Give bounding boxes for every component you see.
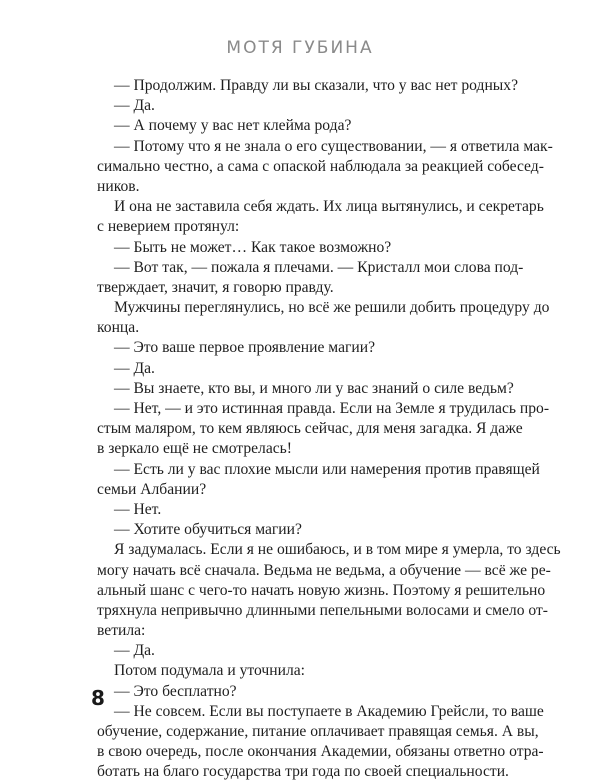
text-line: в свою очередь, после окончания Академии, обязаны ответно отра-: [97, 743, 544, 761]
text-line: И она не заставила себя ждать. Их лица вытянулись, и секретарь: [114, 198, 544, 216]
text-line: стым маляром, то кем являюсь сейчас, для меня загадка. Я даже: [97, 420, 523, 438]
body-text: [97, 76, 561, 783]
text-line: — Вы знаете, кто вы, и много ли у вас знаний о силе ведьм?: [114, 379, 514, 397]
page-number: 8: [91, 686, 105, 710]
text-line: — Нет.: [114, 500, 162, 518]
text-line: — Потому что я не знала о его существовании, — я ответила мак-: [114, 137, 553, 155]
text-line: — Хотите обучиться магии?: [114, 521, 302, 539]
text-line: — Вот так, — пожала я плечами. — Кристалл мои слова под-: [114, 258, 524, 276]
text-line: — Быть не может… Как такое возможно?: [114, 238, 392, 256]
text-line: обучение, содержание, питание оплачивает правящая семья. А вы,: [97, 723, 539, 740]
text-line: — Да.: [114, 642, 155, 660]
text-line: ветила:: [97, 622, 146, 640]
text-line: альный шанс с чего-то начать новую жизнь. Поэтому я решительно: [97, 581, 546, 599]
text-line: — Нет, — и это истинная правда. Если на Земле я трудилась про-: [114, 400, 550, 417]
text-line: конца.: [97, 319, 140, 337]
text-line: могу начать всё сначала. Ведьма не ведьма, а обучение — всё же ре-: [97, 561, 551, 579]
text-line: семьи Албании?: [97, 480, 207, 498]
text-line: симально честно, а сама с опаской наблюдала за реакцией собесед-: [97, 157, 544, 175]
text-line: — Да.: [114, 359, 155, 377]
text-line: — Не совсем. Если вы поступаете в Академию Грейсли, то ваше: [114, 702, 544, 720]
text-line: в зеркало ещё не смотрелась!: [97, 440, 292, 458]
text-line: тверждает, значит, я говорю правду.: [97, 278, 334, 296]
text-line: — Продолжим. Правду ли вы сказали, что у вас нет родных?: [114, 77, 518, 94]
text-line: Я задумалась. Если я не ошибаюсь, и в том мире я умерла, то здесь: [114, 541, 561, 559]
text-line: — А почему у вас нет клейма рода?: [114, 117, 352, 135]
text-line: Мужчины переглянулись, но всё же решили добить процедуру до: [114, 299, 550, 317]
text-line: — Есть ли у вас плохие мысли или намерения против правящей: [114, 460, 540, 478]
text-line: тряхнула непривычно длинными пепельными волосами и смело от-: [97, 601, 548, 619]
text-line: с неверием протянул:: [97, 218, 240, 236]
text-line: ботать на благо государства три года по своей специальности.: [97, 763, 509, 781]
text-line: ников.: [97, 177, 140, 195]
text-line: — Да.: [114, 97, 155, 115]
running-head: МОТЯ ГУБИНА: [226, 38, 374, 58]
text-line: — Это ваше первое проявление магии?: [114, 339, 375, 357]
text-line: — Это бесплатно?: [114, 682, 237, 700]
text-line: Потом подумала и уточнила:: [114, 662, 305, 680]
